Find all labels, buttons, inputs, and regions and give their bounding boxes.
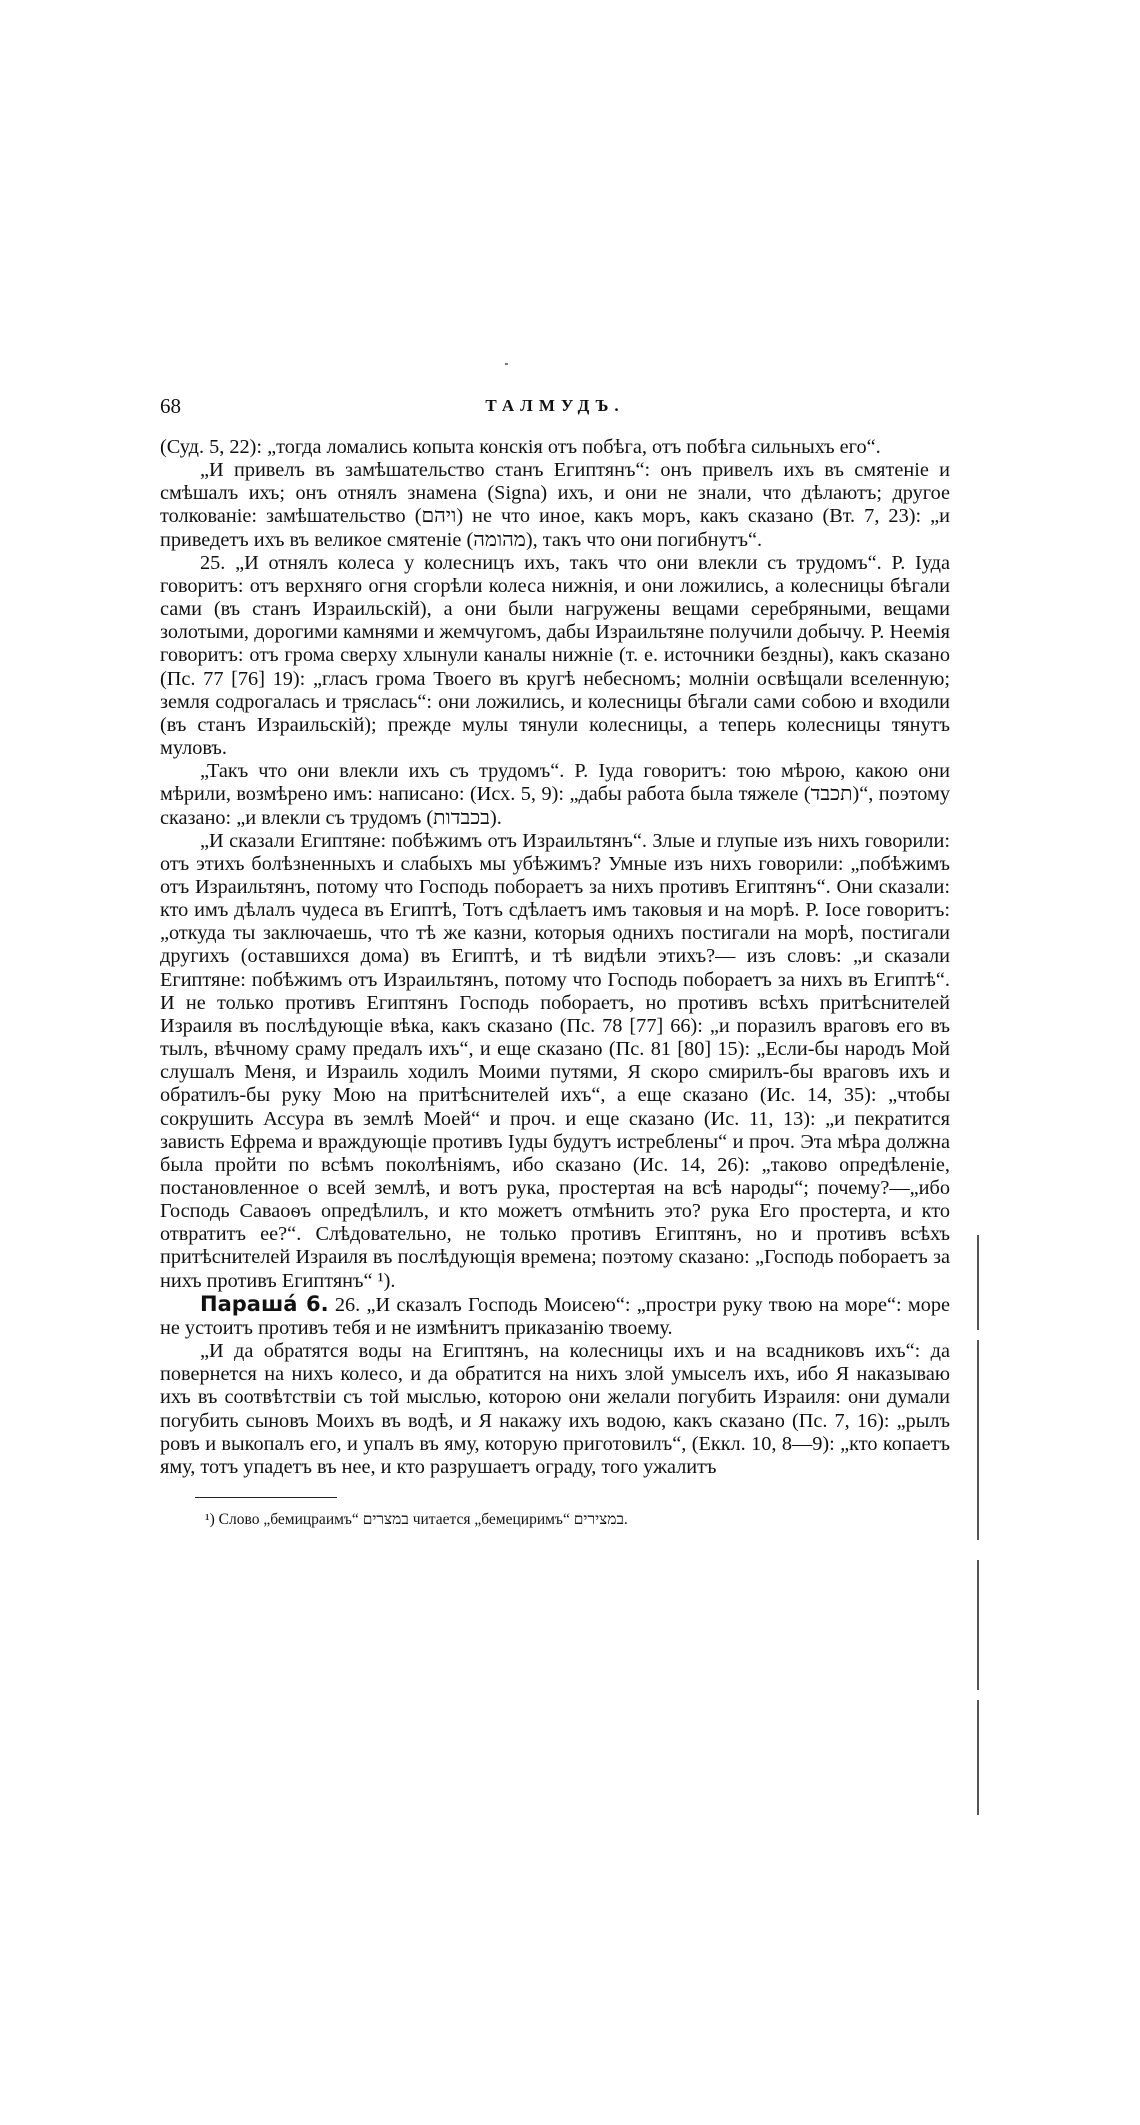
parasha-paragraph: [160, 1293, 950, 1340]
scan-speck: [505, 363, 508, 365]
main-text: [160, 436, 950, 1479]
parasha-text: 26. „И сказалъ Господь Моисею“: „простри руку твою на море“: море не устоитъ противъ тебя и не измѣнитъ приказанію твоему.: [160, 1293, 950, 1339]
page-header: [160, 392, 950, 422]
margin-mark: [977, 1340, 979, 1540]
paragraph: „И сказали Египтяне: побѣжимъ отъ Израильтянъ“. Злые и глупые изъ нихъ говорили: отъ этихъ болѣзненныхъ и слабыхъ мы убѣжимъ? Умные изъ нихъ говорили: „побѣжимъ отъ Израильтянъ, потому что Господь побораетъ за нихъ противъ Египтянъ“. Они сказали: кто имъ дѣлалъ чудеса въ Египтѣ, Тотъ сдѣлаетъ имъ таковыя и на морѣ. Р. Іосе говоритъ: „откуда ты заключаешь, что тѣ же казни, которыя однихъ постигали на морѣ, постигали другихъ (оставшихся дома) въ Египтѣ, и тѣ видѣли этихъ?— изъ словъ: „и сказали Египтяне: побѣжимъ отъ Израильтянъ, потому что Господь побораетъ за нихъ въ Египтѣ“. И не только противъ Египтянъ Господь побораетъ, но противъ всѣхъ притѣснителей Израиля въ послѣдующіе вѣка, какъ сказано (Пс. 78 [77] 66): „и поразилъ враговъ его въ тылъ, вѣчному сраму предалъ ихъ“, и еще сказано (Пс. 81 [80] 15): „Если-бы народъ Мой слушалъ Меня, и Израиль ходилъ Моими путями, Я скоро смирилъ-бы враговъ ихъ и обратилъ-бы руку Мою на притѣснителей ихъ“, а еще сказано (Ис. 14, 35): „чтобы сокрушить Ассура въ землѣ Моей“ и проч. и еще сказано (Ис. 11, 13): „и пекратится зависть Ефрема и враждующіе противъ Іуды будутъ истреблены“ и проч. Эта мѣра должна была пройти по всѣмъ поколѣніямъ, ибо сказано (Ис. 14, 26): „таково опредѣленіе, постановленное о всей землѣ, и вотъ рука, простертая на всѣ народы“; почему?—„ибо Господь Саваоѳъ опредѣлилъ, и кто можетъ отмѣнить это? рука Его простерта, и кто отвратитъ ее?“. Слѣдовательно, не только противъ Египтянъ, но и противъ всѣхъ притѣснителей Израиля въ послѣдующія времена; поэтому сказано: „Господь побораетъ за нихъ противъ Египтянъ“ ¹).: [160, 829, 950, 1292]
parasha-heading: Парашá 6.: [200, 1291, 329, 1316]
paragraph: (Суд. 5, 22): „тогда ломались копыта конскія отъ побѣга, отъ побѣга сильныхъ его“.: [160, 436, 881, 458]
page-content: [160, 392, 950, 1530]
paragraph: „Такъ что они влекли ихъ съ трудомъ“. Р. Іуда говоритъ: тою мѣрою, какою они мѣрили, возмѣрено имъ: написано: (Исх. 5, 9): „дабы работа была тяжеле (תכבד)“, поэтому сказано: „и влекли съ трудомъ (בכבדות).: [160, 760, 950, 829]
footnote-divider: [195, 1497, 337, 1498]
paragraph: „И привелъ въ замѣшательство станъ Египтянъ“: онъ привелъ ихъ въ смятеніе и смѣшалъ ихъ; онъ отнялъ знамена (Signa) ихъ, и они не знали, что дѣлаютъ; другое толкованіе: замѣшательство (ויהם) не что иное, какъ моръ, какъ сказано (Вт. 7, 23): „и приведетъ ихъ въ великое смятеніе (מהומה), такъ что они погибнутъ“.: [160, 459, 951, 551]
margin-mark: [977, 1700, 979, 1815]
margin-mark: [977, 1235, 979, 1330]
page-number: 68: [160, 394, 181, 418]
running-title: ТАЛМУДЪ.: [485, 396, 625, 415]
paragraph: „И да обратятся воды на Египтянъ, на колесницы ихъ и на всадниковъ ихъ“: да повернется на нихъ колесо, и да обратится на нихъ злой умыселъ ихъ, ибо Я наказываю ихъ въ соотвѣтствіи съ той мыслью, которою они желали погубить Израиля: они думали погубить сыновъ Моихъ въ водѣ, и Я накажу ихъ водою, какъ сказано (Пс. 7, 16): „рылъ ровъ и выкопалъ его, и упалъ въ яму, которую приготовилъ“, (Еккл. 10, 8—9): „кто копаетъ яму, тотъ упадетъ въ нее, и кто разрушаетъ ограду, того ужалитъ: [160, 1340, 950, 1478]
footnote: ¹) Слово „бемицраимъ“ במצרים читается „бемециримъ“ במצירים.: [205, 1511, 628, 1529]
paragraph: 25. „И отнялъ колеса у колесницъ ихъ, такъ что они влекли съ трудомъ“. Р. Іуда говоритъ: отъ верхняго огня сгорѣли колеса нижнія, и они ложились, а колесницы бѣгали сами (въ станъ Израильскій), а они были нагружены вещами серебряными, вещами золотыми, дорогими камнями и жемчугомъ, дабы Израильтяне получили добычу. Р. Неемія говоритъ: отъ грома сверху хлынули каналы нижніе (т. е. источники бездны), какъ сказано (Пс. 77 [76] 19): „гласъ грома Твоего въ кругѣ небесномъ; молніи освѣщали вселенную; земля содрогалась и тряслась“: они ложились, и колесницы бѣгали сами собою и входили (въ станъ Израильскій); прежде мулы тянули колесницы, а теперь колесницы тянутъ муловъ.: [160, 551, 950, 760]
margin-mark: [977, 1560, 979, 1690]
